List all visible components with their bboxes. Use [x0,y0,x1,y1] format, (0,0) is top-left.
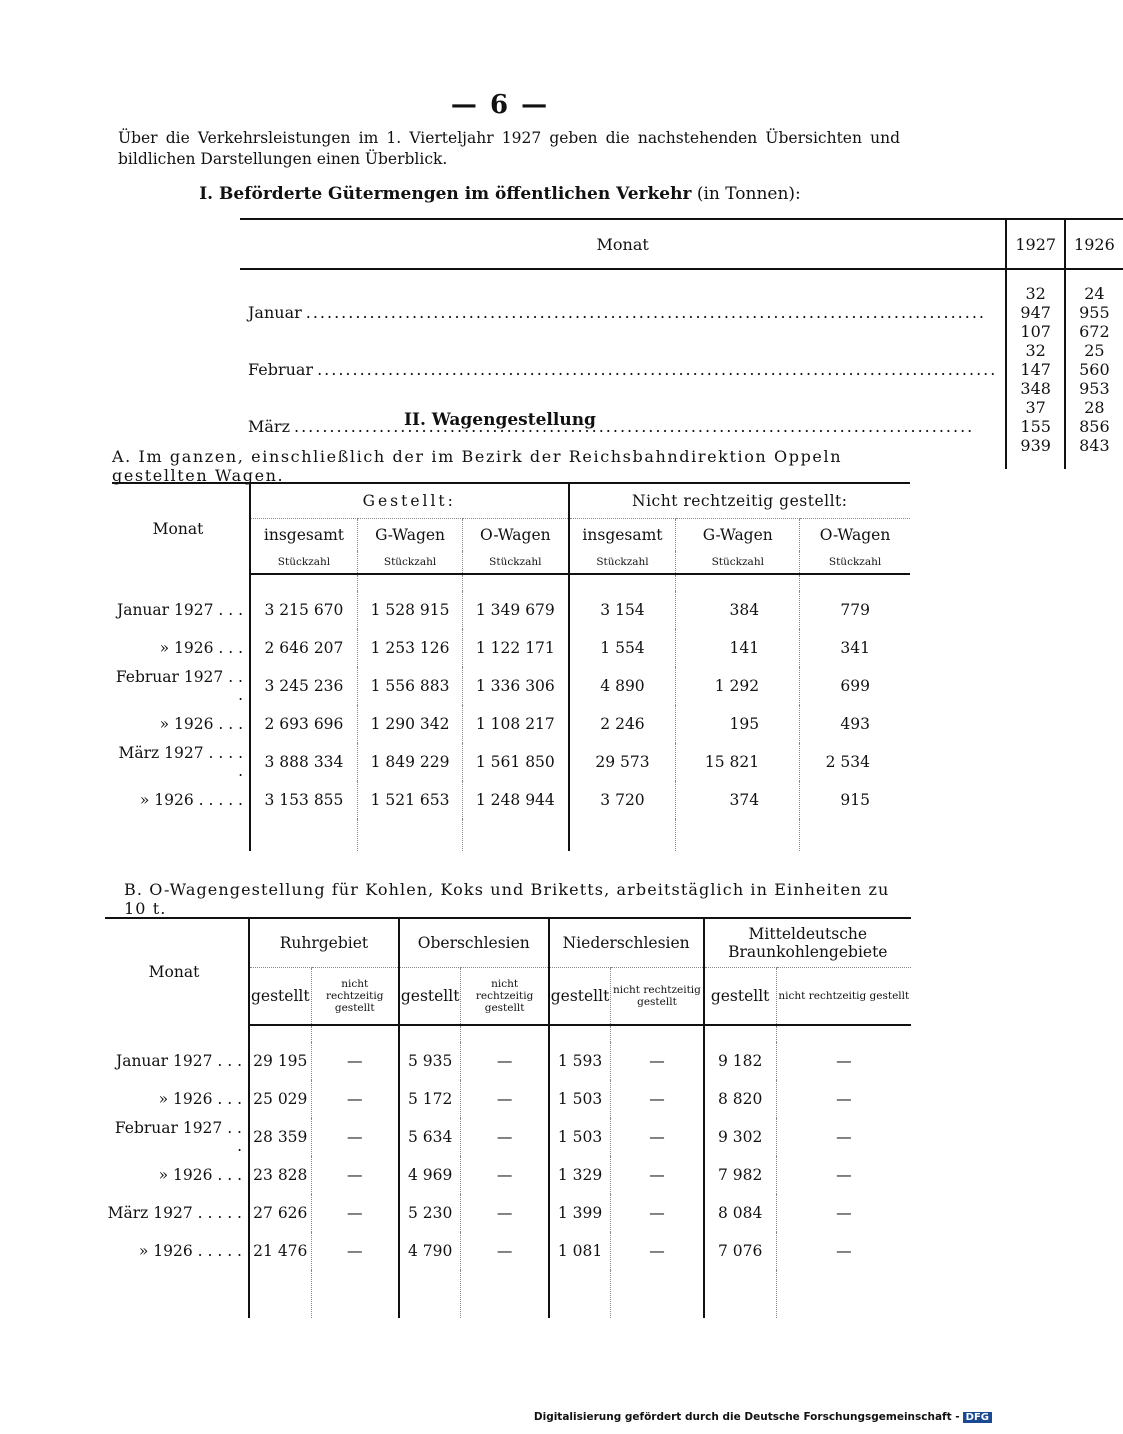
table-a-cell: 2 246 [569,705,676,743]
freight-header-1926: 1926 [1065,219,1123,269]
table-b-cell: — [311,1080,399,1118]
table-row [112,667,910,705]
table-a-col-header: O-Wagen [800,519,910,552]
table-b-cell: 9 182 [704,1042,777,1080]
table-b-region-header: Niederschlesien [549,918,704,968]
table-row [112,629,910,667]
subsection-a-title: A. Im ganzen, einschließlich der im Bezirk der Reichsbahndirektion Oppeln gestellten Wagen. [112,447,843,485]
table-a-unit: Stückzahl [800,551,910,574]
row-label: März 1927 . . . . . [107,1204,242,1222]
intro-paragraph: Über die Verkehrsleistungen im 1. Vierteljahr 1927 geben die nachstehenden Übersichten und bildlichen Darstellungen einen Überblick. [118,129,900,168]
table-b-cell: 23 828 [249,1156,311,1194]
table-a-cell: 1 336 306 [463,667,569,705]
table-b-cell: 1 399 [549,1194,611,1232]
table-a-cell: 493 [800,705,910,743]
row-label: Januar 1927 . . . [116,601,243,619]
table-b-cell: — [611,1232,704,1270]
dfg-logo: DFG [963,1412,992,1423]
wagon-table-a [112,482,910,851]
section1-unit: (in Tonnen): [696,184,801,204]
section1-title [0,184,1000,204]
table-b-cell: — [611,1042,704,1080]
footer-text: Digitalisierung gefördert durch die Deutsche Forschungsgemeinschaft - [533,1411,960,1423]
table-a-cell: 29 573 [569,743,676,781]
table-b-col-nicht: nicht rechtzeitig gestellt [611,968,704,1026]
table-b-cell: — [611,1156,704,1194]
table-a-cell: 1 528 915 [357,591,462,629]
table-a-cell: 1 122 171 [463,629,569,667]
table-b-col-nicht: nicht rechtzeitig gestellt [461,968,549,1026]
table-b-col-gestellt: gestellt [249,968,311,1026]
table-a-cell: 2 646 207 [250,629,357,667]
table-b-cell: — [776,1232,911,1270]
freight-table [240,218,1123,469]
table-a-unit: Stückzahl [569,551,676,574]
freight-value-1926: 25 560 953 [1065,341,1123,398]
table-b-cell: — [311,1232,399,1270]
table-b-col-gestellt: gestellt [549,968,611,1026]
table-b-cell: 4 969 [399,1156,461,1194]
table-b-region-header: Ruhrgebiet [249,918,399,968]
table-a-cell: 1 253 126 [357,629,462,667]
section1-heading: I. Beförderte Gütermengen im öffentlichen Verkehr [199,184,692,204]
table-a-cell: 3 245 236 [250,667,357,705]
table-b-cell: — [311,1118,399,1156]
table-a-cell: 1 561 850 [463,743,569,781]
table-a-col-header: G-Wagen [357,519,462,552]
table-b-cell: 8 820 [704,1080,777,1118]
table-row [112,591,910,629]
table-a-cell: 1 521 653 [357,781,462,819]
table-a-cell: 341 [800,629,910,667]
table-b-cell: — [311,1194,399,1232]
table-b-cell: — [611,1118,704,1156]
table-a-col-header: O-Wagen [463,519,569,552]
table-a-cell: 1 554 [569,629,676,667]
table-b-cell: 1 503 [549,1080,611,1118]
table-a-col-header: insgesamt [569,519,676,552]
table-b-cell: — [311,1156,399,1194]
subsection-b-title: B. O-Wagengestellung für Kohlen, Koks und Briketts, arbeitstäglich in Einheiten zu 10 t. [124,880,890,918]
freight-header-month: Monat [240,219,1006,269]
row-label: März 1927 . . . . . [118,744,243,780]
table-row [240,341,1123,398]
table-b-cell: 7 076 [704,1232,777,1270]
table-b-cell: — [461,1194,549,1232]
table-a-cell: 1 349 679 [463,591,569,629]
row-label: » 1926 . . . [159,639,243,657]
table-row [105,1042,911,1080]
row-label: Februar 1927 . . . [115,668,243,704]
table-a-cell: 1 248 944 [463,781,569,819]
table-b-cell: 21 476 [249,1232,311,1270]
table-row [112,743,910,781]
row-label: Februar 1927 . . . [114,1119,242,1155]
table-a-unit: Stückzahl [463,551,569,574]
table-a-group-gestellt: Gestellt: [250,483,569,519]
table-a-unit: Stückzahl [357,551,462,574]
table-row [105,1156,911,1194]
table-row [240,284,1123,341]
footer-credit [534,1411,992,1423]
table-row [105,1118,911,1156]
table-a-cell: 1 292 [676,667,800,705]
table-a-cell: 699 [800,667,910,705]
table-a-cell: 3 888 334 [250,743,357,781]
row-label: Januar 1927 . . . [115,1052,242,1070]
table-a-cell: 1 556 883 [357,667,462,705]
table-a-cell: 15 821 [676,743,800,781]
freight-month: Februar [248,360,314,379]
table-row [105,1232,911,1270]
table-a-cell: 779 [800,591,910,629]
table-b-col-nicht: nicht rechtzeitig gestellt [311,968,399,1026]
freight-value-1926: 28 856 843 [1065,398,1123,455]
table-b-cell: — [776,1156,911,1194]
table-a-unit: Stückzahl [250,551,357,574]
table-b-cell: — [461,1118,549,1156]
freight-value-1926: 24 955 672 [1065,284,1123,341]
table-a-unit: Stückzahl [676,551,800,574]
table-row [105,1080,911,1118]
table-row [105,1194,911,1232]
table-b-cell: — [776,1042,911,1080]
row-label: » 1926 . . . [158,1090,242,1108]
wagon-table-b [105,917,911,1318]
row-label: » 1926 . . . . . [138,1242,242,1260]
freight-header-1927: 1927 [1006,219,1065,269]
table-b-cell: — [461,1232,549,1270]
table-b-cell: 4 790 [399,1232,461,1270]
page-number: — 6 — [450,90,550,120]
row-label: » 1926 . . . [159,715,243,733]
table-b-cell: 7 982 [704,1156,777,1194]
table-b-cell: — [461,1042,549,1080]
table-b-col-gestellt: gestellt [704,968,777,1026]
table-b-cell: 8 084 [704,1194,777,1232]
table-b-cell: 5 634 [399,1118,461,1156]
freight-month: Januar [248,303,302,322]
table-a-cell: 1 290 342 [357,705,462,743]
table-b-region-header: Oberschlesien [399,918,549,968]
table-b-cell: — [776,1118,911,1156]
table-b-cell: 25 029 [249,1080,311,1118]
table-b-cell: — [611,1194,704,1232]
table-a-cell: 3 215 670 [250,591,357,629]
freight-month: März [248,417,290,436]
table-a-cell: 3 720 [569,781,676,819]
table-b-cell: 5 172 [399,1080,461,1118]
table-a-group-nicht-rechtzeitig: Nicht rechtzeitig gestellt: [569,483,910,519]
table-a-cell: 915 [800,781,910,819]
table-b-cell: — [611,1080,704,1118]
table-a-cell: 384 [676,591,800,629]
table-b-cell: — [311,1042,399,1080]
table-b-cell: 1 081 [549,1232,611,1270]
table-a-header-month: Monat [112,483,250,574]
table-a-cell: 2 534 [800,743,910,781]
table-a-cell: 141 [676,629,800,667]
table-b-col-nicht: nicht rechtzeitig gestellt [776,968,911,1026]
table-b-cell: — [461,1080,549,1118]
table-a-cell: 3 154 [569,591,676,629]
table-b-cell: 27 626 [249,1194,311,1232]
freight-value-1927: 32 147 348 [1006,341,1065,398]
table-b-cell: 5 230 [399,1194,461,1232]
table-a-cell: 3 153 855 [250,781,357,819]
table-b-header-month: Monat [105,918,249,1025]
table-b-cell: 1 593 [549,1042,611,1080]
table-a-col-header: insgesamt [250,519,357,552]
freight-value-1927: 37 155 939 [1006,398,1065,455]
table-b-cell: 1 329 [549,1156,611,1194]
table-row [112,705,910,743]
table-b-cell: — [461,1156,549,1194]
table-a-col-header: G-Wagen [676,519,800,552]
table-b-col-gestellt: gestellt [399,968,461,1026]
table-row [112,781,910,819]
table-b-cell: 29 195 [249,1042,311,1080]
table-a-cell: 195 [676,705,800,743]
table-a-cell: 374 [676,781,800,819]
freight-value-1927: 32 947 107 [1006,284,1065,341]
table-a-cell: 1 849 229 [357,743,462,781]
table-b-region-header: Mitteldeutsche Braunkohlengebiete [704,918,911,968]
section2-title: II. Wagengestellung [404,410,596,430]
table-a-cell: 2 693 696 [250,705,357,743]
table-a-cell: 1 108 217 [463,705,569,743]
table-b-cell: 5 935 [399,1042,461,1080]
table-b-cell: — [776,1080,911,1118]
table-b-cell: 1 503 [549,1118,611,1156]
table-b-cell: — [776,1194,911,1232]
table-b-cell: 28 359 [249,1118,311,1156]
row-label: » 1926 . . . . . [139,791,243,809]
table-b-cell: 9 302 [704,1118,777,1156]
table-a-cell: 4 890 [569,667,676,705]
row-label: » 1926 . . . [158,1166,242,1184]
